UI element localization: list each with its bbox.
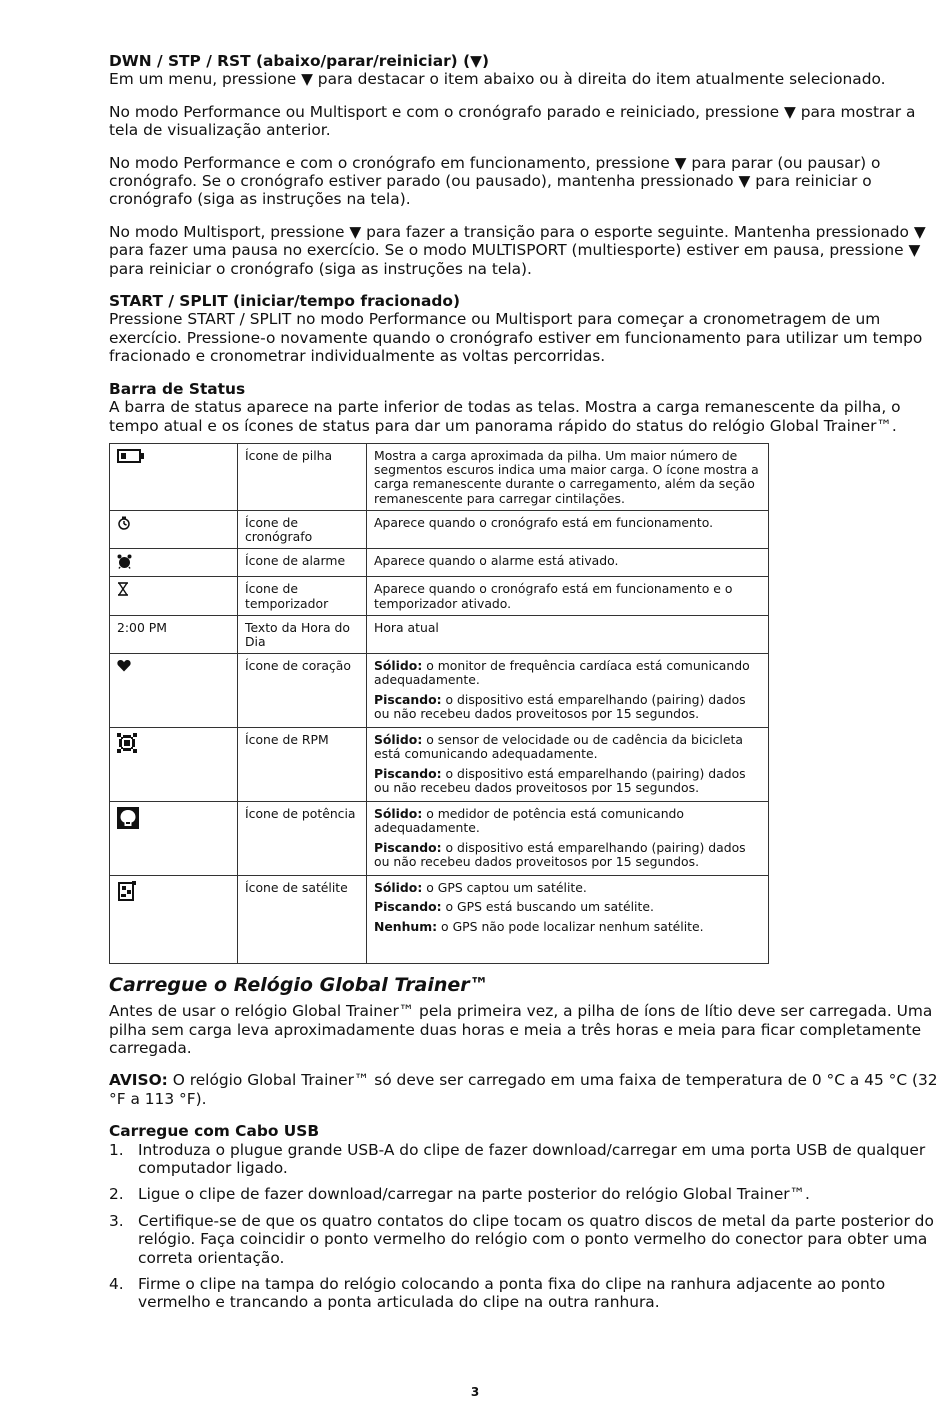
step-text: Ligue o clipe de fazer download/carregar na parte posterior do relógio Global Trainer™. bbox=[138, 1185, 810, 1204]
table-cell-name: Ícone de RPM bbox=[238, 728, 367, 802]
solid-label: Sólido: bbox=[374, 806, 423, 822]
none-label: Nenhum: bbox=[374, 918, 438, 934]
table-cell-desc: Hora atual bbox=[367, 615, 769, 653]
start-heading: START / SPLIT (iniciar/tempo fracionado) bbox=[109, 292, 460, 311]
table-cell-name: Ícone de coração bbox=[238, 654, 367, 728]
list-item bbox=[109, 1141, 941, 1178]
table-cell-name: Texto da Hora do Dia bbox=[238, 615, 367, 653]
table-cell-name: Ícone de alarme bbox=[238, 549, 367, 577]
heart-icon bbox=[117, 659, 131, 675]
blink-text: o GPS está buscando um satélite. bbox=[441, 899, 654, 915]
solid-label: Sólido: bbox=[374, 880, 423, 896]
step-number: 2. bbox=[109, 1185, 124, 1204]
table-cell-name: Ícone de pilha bbox=[238, 443, 367, 510]
step-text: Firme o clipe na tampa do relógio colocando a ponta fixa do clipe na ranhura adjacente ao ponto vermelho e trancando a ponta articulada do clipe na outra ranhura. bbox=[138, 1275, 886, 1312]
status-paragraph: A barra de status aparece na parte inferior de todas as telas. Mostra a carga remanescente da pilha, o tempo atual e os ícones de status para dar um panorama rápido do status do relógio Global Trainer™. bbox=[109, 398, 901, 435]
blink-text: o dispositivo está emparelhando (pairing) dados ou não recebeu dados proveitosos por 15 segundos. bbox=[374, 765, 746, 795]
table-row bbox=[110, 577, 769, 615]
blink-label: Piscando: bbox=[374, 691, 442, 707]
table-row bbox=[110, 549, 769, 577]
usb-steps-list bbox=[109, 1141, 941, 1312]
table-row bbox=[110, 802, 769, 876]
hourglass-icon bbox=[117, 582, 129, 599]
start-section bbox=[109, 292, 941, 366]
table-row bbox=[110, 728, 769, 802]
charge-title: Carregue o Relógio Global Trainer™ bbox=[109, 974, 489, 997]
alarm-icon bbox=[117, 554, 132, 572]
dwn-paragraph-3: No modo Performance e com o cronógrafo em funcionamento, pressione ▼ para parar (ou pausar) o cronógrafo. Se o cronógrafo estiver parado (ou pausado), mantenha pressionado ▼ para reiniciar o cronógrafo (siga as instruções na tela). bbox=[109, 153, 881, 209]
table-cell-name: Ícone de satélite bbox=[238, 876, 367, 964]
table-cell-desc: Aparece quando o cronógrafo está em funcionamento e o temporizador ativado. bbox=[367, 577, 769, 615]
rpm-icon bbox=[117, 733, 137, 756]
dwn-section bbox=[109, 52, 941, 89]
solid-text: o sensor de velocidade ou de cadência da bicicleta está comunicando adequadamente. bbox=[374, 732, 743, 762]
dwn-paragraph-4: No modo Multisport, pressione ▼ para fazer a transição para o esporte seguinte. Mantenha pressionado ▼ para fazer uma pausa no exercício. Se o modo MULTISPORT (multiesporte) estiver em pausa, pressione ▼ para reiniciar o cronógrafo (siga as instruções na tela). bbox=[109, 222, 926, 278]
table-cell-name: Ícone de temporizador bbox=[238, 577, 367, 615]
list-item bbox=[109, 1275, 941, 1312]
warning-text: O relógio Global Trainer™ só deve ser carregado em uma faixa de temperatura de 0 °C a 45 °C (32 °F a 113 °F). bbox=[109, 1071, 938, 1108]
solid-label: Sólido: bbox=[374, 658, 423, 674]
step-number: 1. bbox=[109, 1140, 124, 1159]
solid-text: o medidor de potência está comunicando adequadamente. bbox=[374, 806, 684, 836]
page-content bbox=[109, 52, 941, 1320]
solid-label: Sólido: bbox=[374, 732, 423, 748]
blink-text: o dispositivo está emparelhando (pairing) dados ou não recebeu dados proveitosos por 15 segundos. bbox=[374, 839, 746, 869]
table-row bbox=[110, 876, 769, 964]
table-cell-desc: Aparece quando o cronógrafo está em funcionamento. bbox=[367, 510, 769, 548]
dwn-paragraph-2: No modo Performance ou Multisport e com o cronógrafo parado e reiniciado, pressione ▼ para mostrar a tela de visualização anterior. bbox=[109, 102, 916, 140]
table-row bbox=[110, 654, 769, 728]
charge-warning bbox=[109, 1071, 941, 1108]
table-cell-name: Ícone de potência bbox=[238, 802, 367, 876]
time-of-day-text: 2:00 PM bbox=[110, 615, 238, 653]
table-row bbox=[110, 615, 769, 653]
list-item bbox=[109, 1212, 941, 1267]
usb-heading bbox=[109, 1122, 941, 1140]
table-cell-name: Ícone de cronógrafo bbox=[238, 510, 367, 548]
list-item bbox=[109, 1185, 941, 1203]
step-text: Introduza o plugue grande USB-A do clipe de fazer download/carregar em uma porta USB de qualquer computador ligado. bbox=[138, 1140, 926, 1177]
charge-paragraph: Antes de usar o relógio Global Trainer™ pela primeira vez, a pilha de íons de lítio deve ser carregada. Uma pilha sem carga leva aproximadamente duas horas e meia a três horas e meia para ficar completamente carregada. bbox=[109, 1002, 933, 1057]
battery-icon bbox=[117, 449, 145, 466]
solid-text: o GPS captou um satélite. bbox=[422, 880, 587, 896]
start-paragraph: Pressione START / SPLIT no modo Performance ou Multisport para começar a cronometragem de um exercício. Pressione-o novamente quando o cronógrafo estiver em funcionamento para utilizar um tempo fracionado e cronometrar individualmente as voltas percorridas. bbox=[109, 310, 923, 366]
blink-text: o dispositivo está emparelhando (pairing) dados ou não recebeu dados proveitosos por 15 segundos. bbox=[374, 691, 746, 721]
status-icon-table bbox=[109, 443, 769, 964]
table-row bbox=[110, 510, 769, 548]
blink-label: Piscando: bbox=[374, 839, 442, 855]
power-icon bbox=[117, 807, 139, 832]
step-text: Certifique-se de que os quatro contatos do clipe tocam os quatro discos de metal da parte posterior do relógio. Faça coincidir o ponto vermelho do relógio com o ponto vermelho do conector para obter uma correta orientação. bbox=[138, 1211, 934, 1267]
stopwatch-icon bbox=[117, 516, 131, 533]
step-number: 3. bbox=[109, 1211, 124, 1230]
warning-label: AVISO: bbox=[109, 1071, 168, 1090]
status-section bbox=[109, 380, 941, 435]
blink-label: Piscando: bbox=[374, 765, 442, 781]
table-cell-desc: Aparece quando o alarme está ativado. bbox=[367, 549, 769, 577]
satellite-icon bbox=[117, 881, 137, 906]
blink-label: Piscando: bbox=[374, 899, 442, 915]
solid-text: o monitor de frequência cardíaca está comunicando adequadamente. bbox=[374, 658, 750, 688]
table-row bbox=[110, 443, 769, 510]
step-number: 4. bbox=[109, 1275, 124, 1294]
page-number: 3 bbox=[470, 1385, 480, 1399]
dwn-heading: DWN / STP / RST (abaixo/parar/reiniciar) (▼) bbox=[109, 52, 489, 70]
status-heading: Barra de Status bbox=[109, 379, 246, 398]
none-text: o GPS não pode localizar nenhum satélite. bbox=[437, 918, 704, 934]
usb-heading-text: Carregue com Cabo USB bbox=[109, 1122, 320, 1141]
table-cell-desc: Mostra a carga aproximada da pilha. Um maior número de segmentos escuros indica uma maior carga. O ícone mostra a carga remanescente durante o carregamento, além da seção remanescente para carregar cintilações. bbox=[367, 443, 769, 510]
dwn-paragraph-1: Em um menu, pressione ▼ para destacar o item abaixo ou à direita do item atualmente selecionado. bbox=[109, 70, 886, 89]
